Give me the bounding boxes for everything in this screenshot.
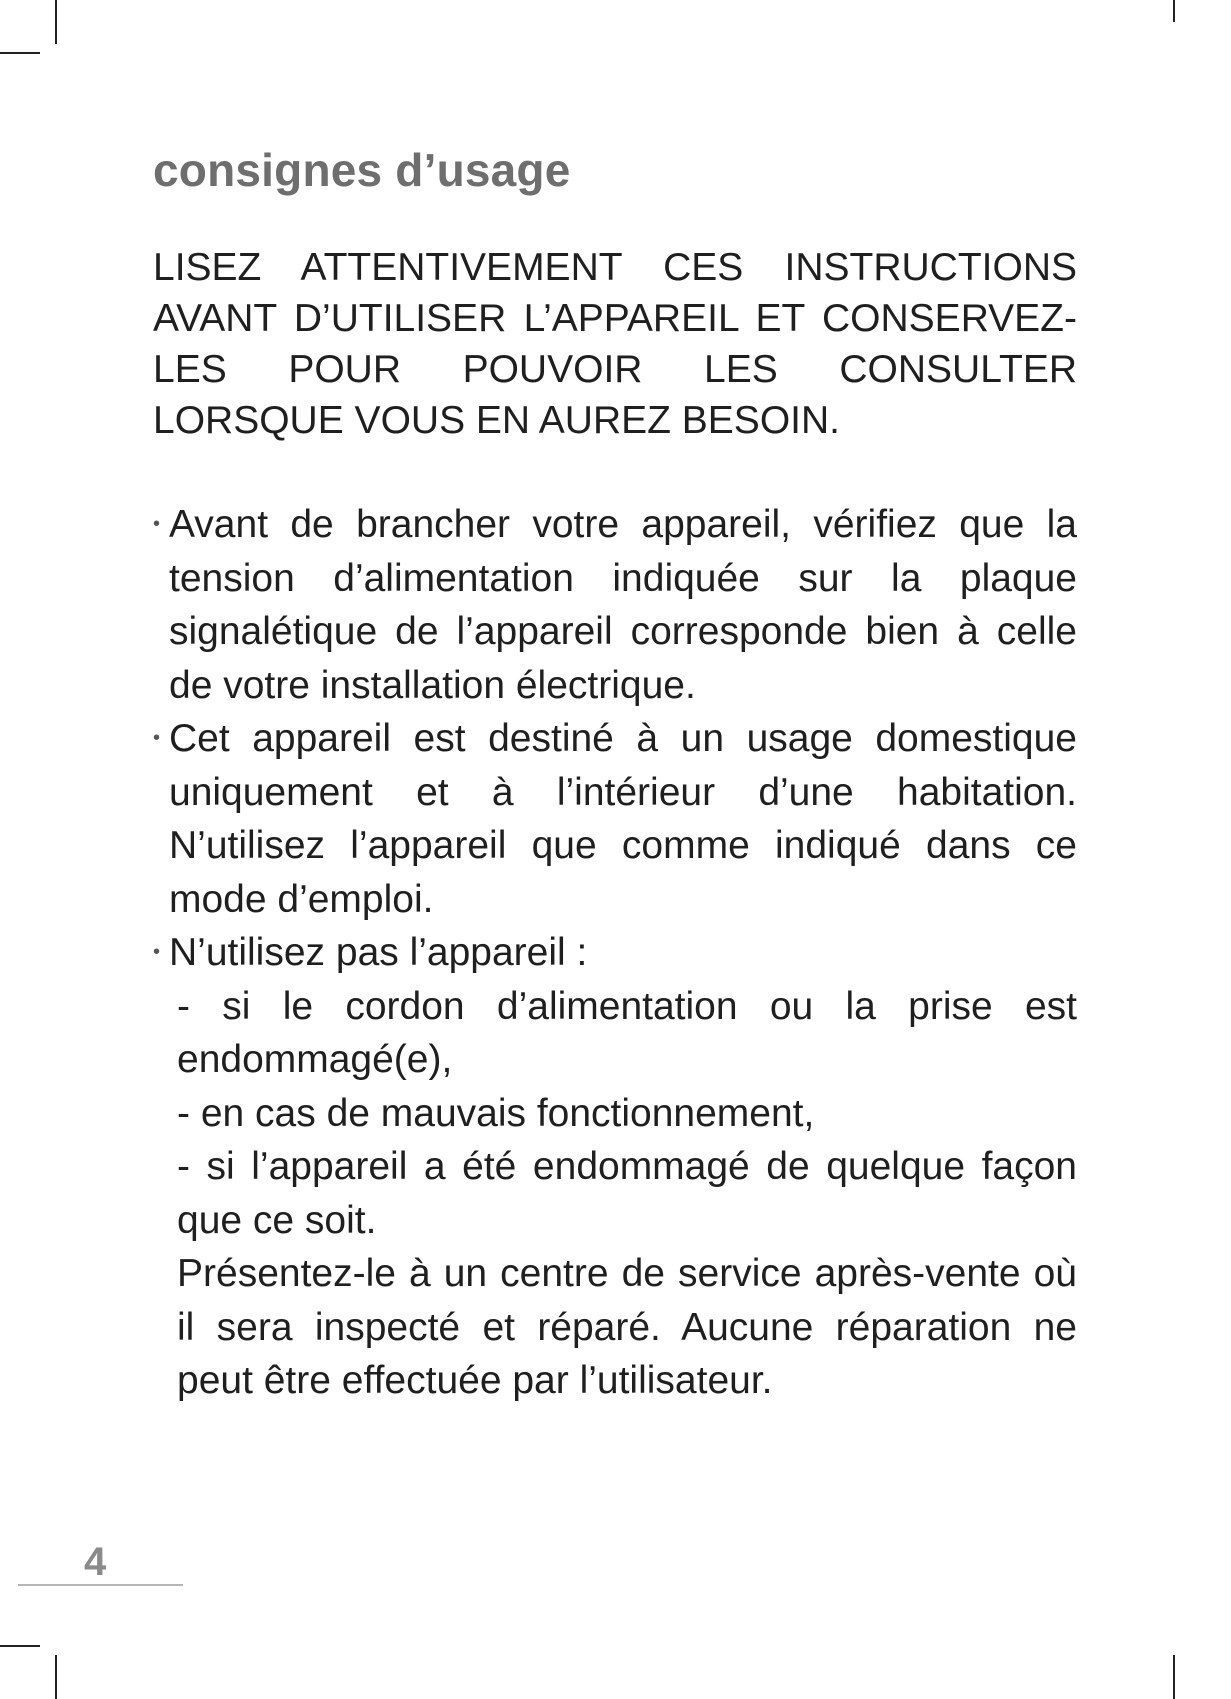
- intro-line: LISEZ ATTENTIVEMENT CES INSTRUCTIONS: [153, 246, 1077, 289]
- page-number-rule: [18, 1584, 183, 1586]
- crop-mark-bottom-left-v: [55, 1655, 57, 1699]
- crop-mark-top-left-h: [0, 52, 40, 54]
- intro-line: AVANT D’UTILISER L’APPAREIL ET CONSERVEZ-: [153, 297, 1077, 340]
- crop-mark-top-right-v: [1173, 0, 1175, 22]
- list-item-text: Avant de brancher votre appareil, vérifiez que la tension d’alimentation indiquée sur la plaque signalétique de l’appareil corresponde bien à celle de votre installation électrique.: [169, 503, 1077, 707]
- bullet-icon: •: [153, 727, 161, 749]
- crop-mark-top-left-v: [55, 0, 57, 44]
- intro-line: LORSQUE VOUS EN AUREZ BESOIN.: [153, 399, 840, 442]
- bullet-icon: •: [153, 941, 161, 963]
- list-item-text: N’utilisez pas l’appareil :: [169, 931, 588, 974]
- intro-warning: [153, 242, 1077, 446]
- page-content: [153, 140, 1077, 1408]
- bullet-icon: •: [153, 513, 161, 535]
- page-number: 4: [84, 1540, 107, 1584]
- list-item-text: Cet appareil est destiné à un usage domestique uniquement et à l’intérieur d’une habitation. N’utilisez l’appareil que comme indiqué dans ce mode d’emploi.: [169, 717, 1077, 921]
- usage-instructions-list: [153, 498, 1077, 1408]
- crop-mark-bottom-left-h: [0, 1645, 40, 1647]
- intro-line: LES POUR POUVOIR LES CONSULTER: [153, 348, 1077, 391]
- list-item: [153, 926, 1077, 1408]
- sub-item: - en cas de mauvais fonctionnement,: [177, 1091, 815, 1135]
- sub-item: - si le cordon d’alimentation ou la prise est endommagé(e),: [177, 984, 1077, 1081]
- page-title: consignes d’usage: [153, 144, 571, 196]
- sub-item: - si l’appareil a été endommagé de quelque façon que ce soit.: [177, 1145, 1077, 1242]
- crop-mark-bottom-right-v: [1173, 1655, 1175, 1699]
- list-item: [153, 712, 1077, 926]
- list-item: [153, 498, 1077, 712]
- sub-item: Présentez-le à un centre de service après-vente où il sera inspecté et réparé. Aucune réparation ne peut être effectuée par l’utilisateur.: [177, 1252, 1077, 1402]
